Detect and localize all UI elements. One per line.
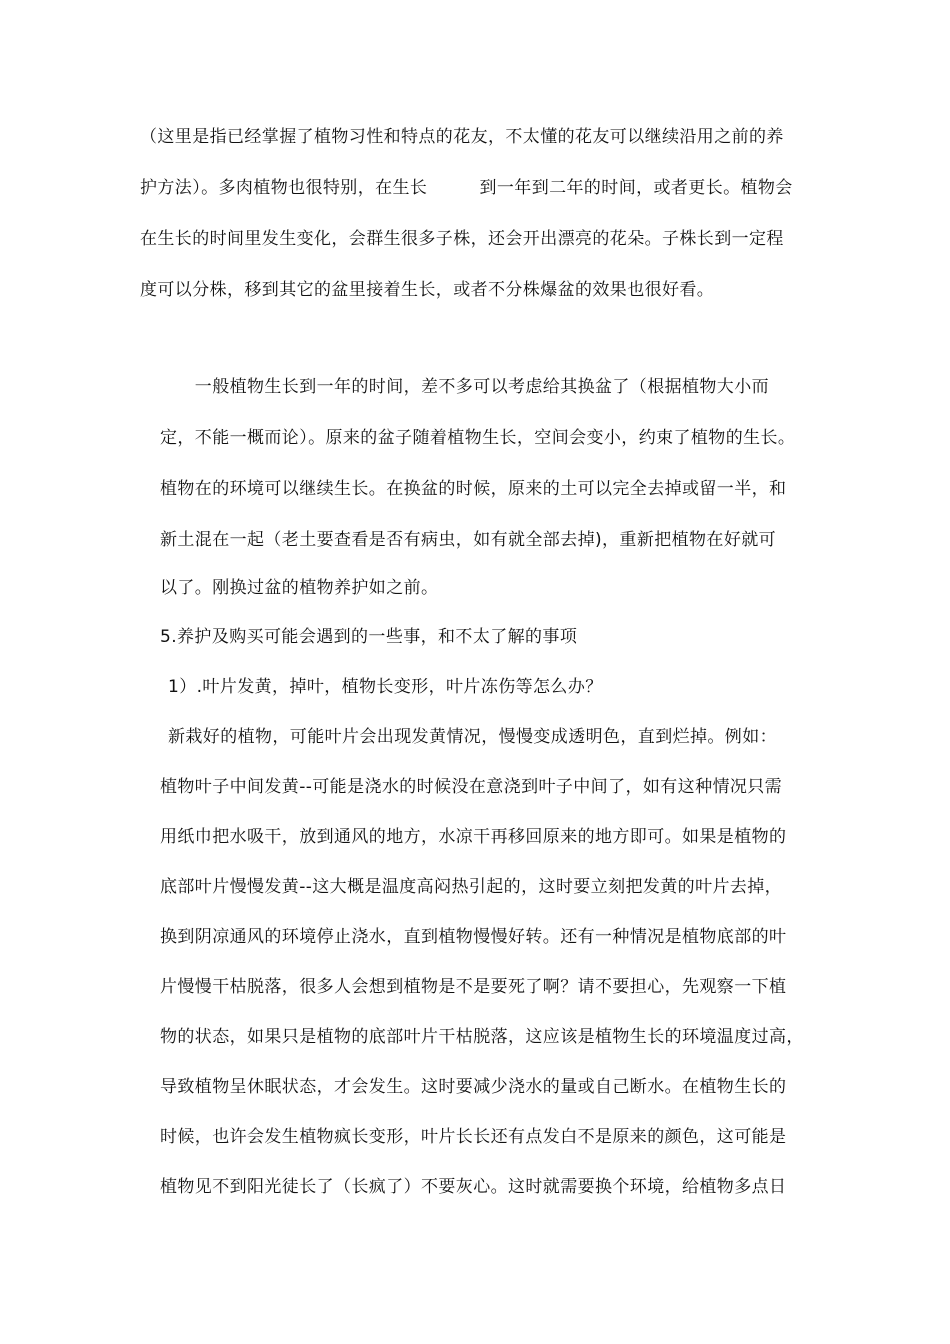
- paragraph-line: 植物叶子中间发黄--可能是浇水的时候没在意浇到叶子中间了，如有这种情况只需: [160, 777, 783, 797]
- paragraph-line: 时候，也许会发生植物疯长变形，叶片长长还有点发白不是原来的颜色，这可能是: [160, 1127, 787, 1147]
- paragraph-line: 新栽好的植物，可能叶片会出现发黄情况，慢慢变成透明色，直到烂掉。例如：: [168, 727, 777, 747]
- paragraph-line: 定，不能一概而论）。原来的盆子随着植物生长，空间会变小，约束了植物的生长。: [160, 428, 796, 448]
- paragraph-line: 在生长的时间里发生变化，会群生很多子株，还会开出漂亮的花朵。子株长到一定程: [140, 229, 784, 249]
- paragraph-line: 以了。刚换过盆的植物养护如之前。: [160, 578, 439, 598]
- paragraph-line: 植物在的环境可以继续生长。在换盆的时候，原来的土可以完全去掉或留一半，和: [160, 479, 787, 499]
- paragraph-line: 换到阴凉通风的环境停止浇水，直到植物慢慢好转。还有一种情况是植物底部的叶: [160, 927, 787, 947]
- paragraph-line: 度可以分株，移到其它的盆里接着生长，或者不分株爆盆的效果也很好看。: [140, 280, 715, 300]
- paragraph-line: 导致植物呈休眠状态，才会发生。这时要减少浇水的量或自己断水。在植物生长的: [160, 1077, 787, 1097]
- paragraph-line: 物的状态，如果只是植物的底部叶片干枯脱落，这应该是植物生长的环境温度过高，: [160, 1027, 804, 1047]
- paragraph-line: 用纸巾把水吸干，放到通风的地方，水凉干再移回原来的地方即可。如果是植物的: [160, 827, 787, 847]
- paragraph-line: 新土混在一起（老土要查看是否有病虫，如有就全部去掉)，重新把植物在好就可: [160, 530, 777, 550]
- paragraph-line: 一般植物生长到一年的时间，差不多可以考虑给其换盆了（根据植物大小而: [160, 377, 769, 397]
- paragraph-line: 植物见不到阳光徒长了（长疯了）不要灰心。这时就需要换个环境，给植物多点日: [160, 1177, 787, 1197]
- subsection-heading: 1）.叶片发黄，掉叶，植物长变形，叶片冻伤等怎么办？: [168, 677, 603, 697]
- paragraph-line: 护方法）。多肉植物也很特别，在生长 到一年到二年的时间，或者更长。植物会: [140, 178, 793, 198]
- paragraph-line: 片慢慢干枯脱落，很多人会想到植物是不是要死了啊？请不要担心，先观察一下植: [160, 977, 787, 997]
- paragraph-line: 底部叶片慢慢发黄--这大概是温度高闷热引起的，这时要立刻把发黄的叶片去掉，: [160, 877, 783, 897]
- section-heading: 5.养护及购买可能会遇到的一些事，和不太了解的事项: [160, 627, 578, 647]
- paragraph-line: （这里是指已经掌握了植物习性和特点的花友，不太懂的花友可以继续沿用之前的养: [140, 127, 784, 147]
